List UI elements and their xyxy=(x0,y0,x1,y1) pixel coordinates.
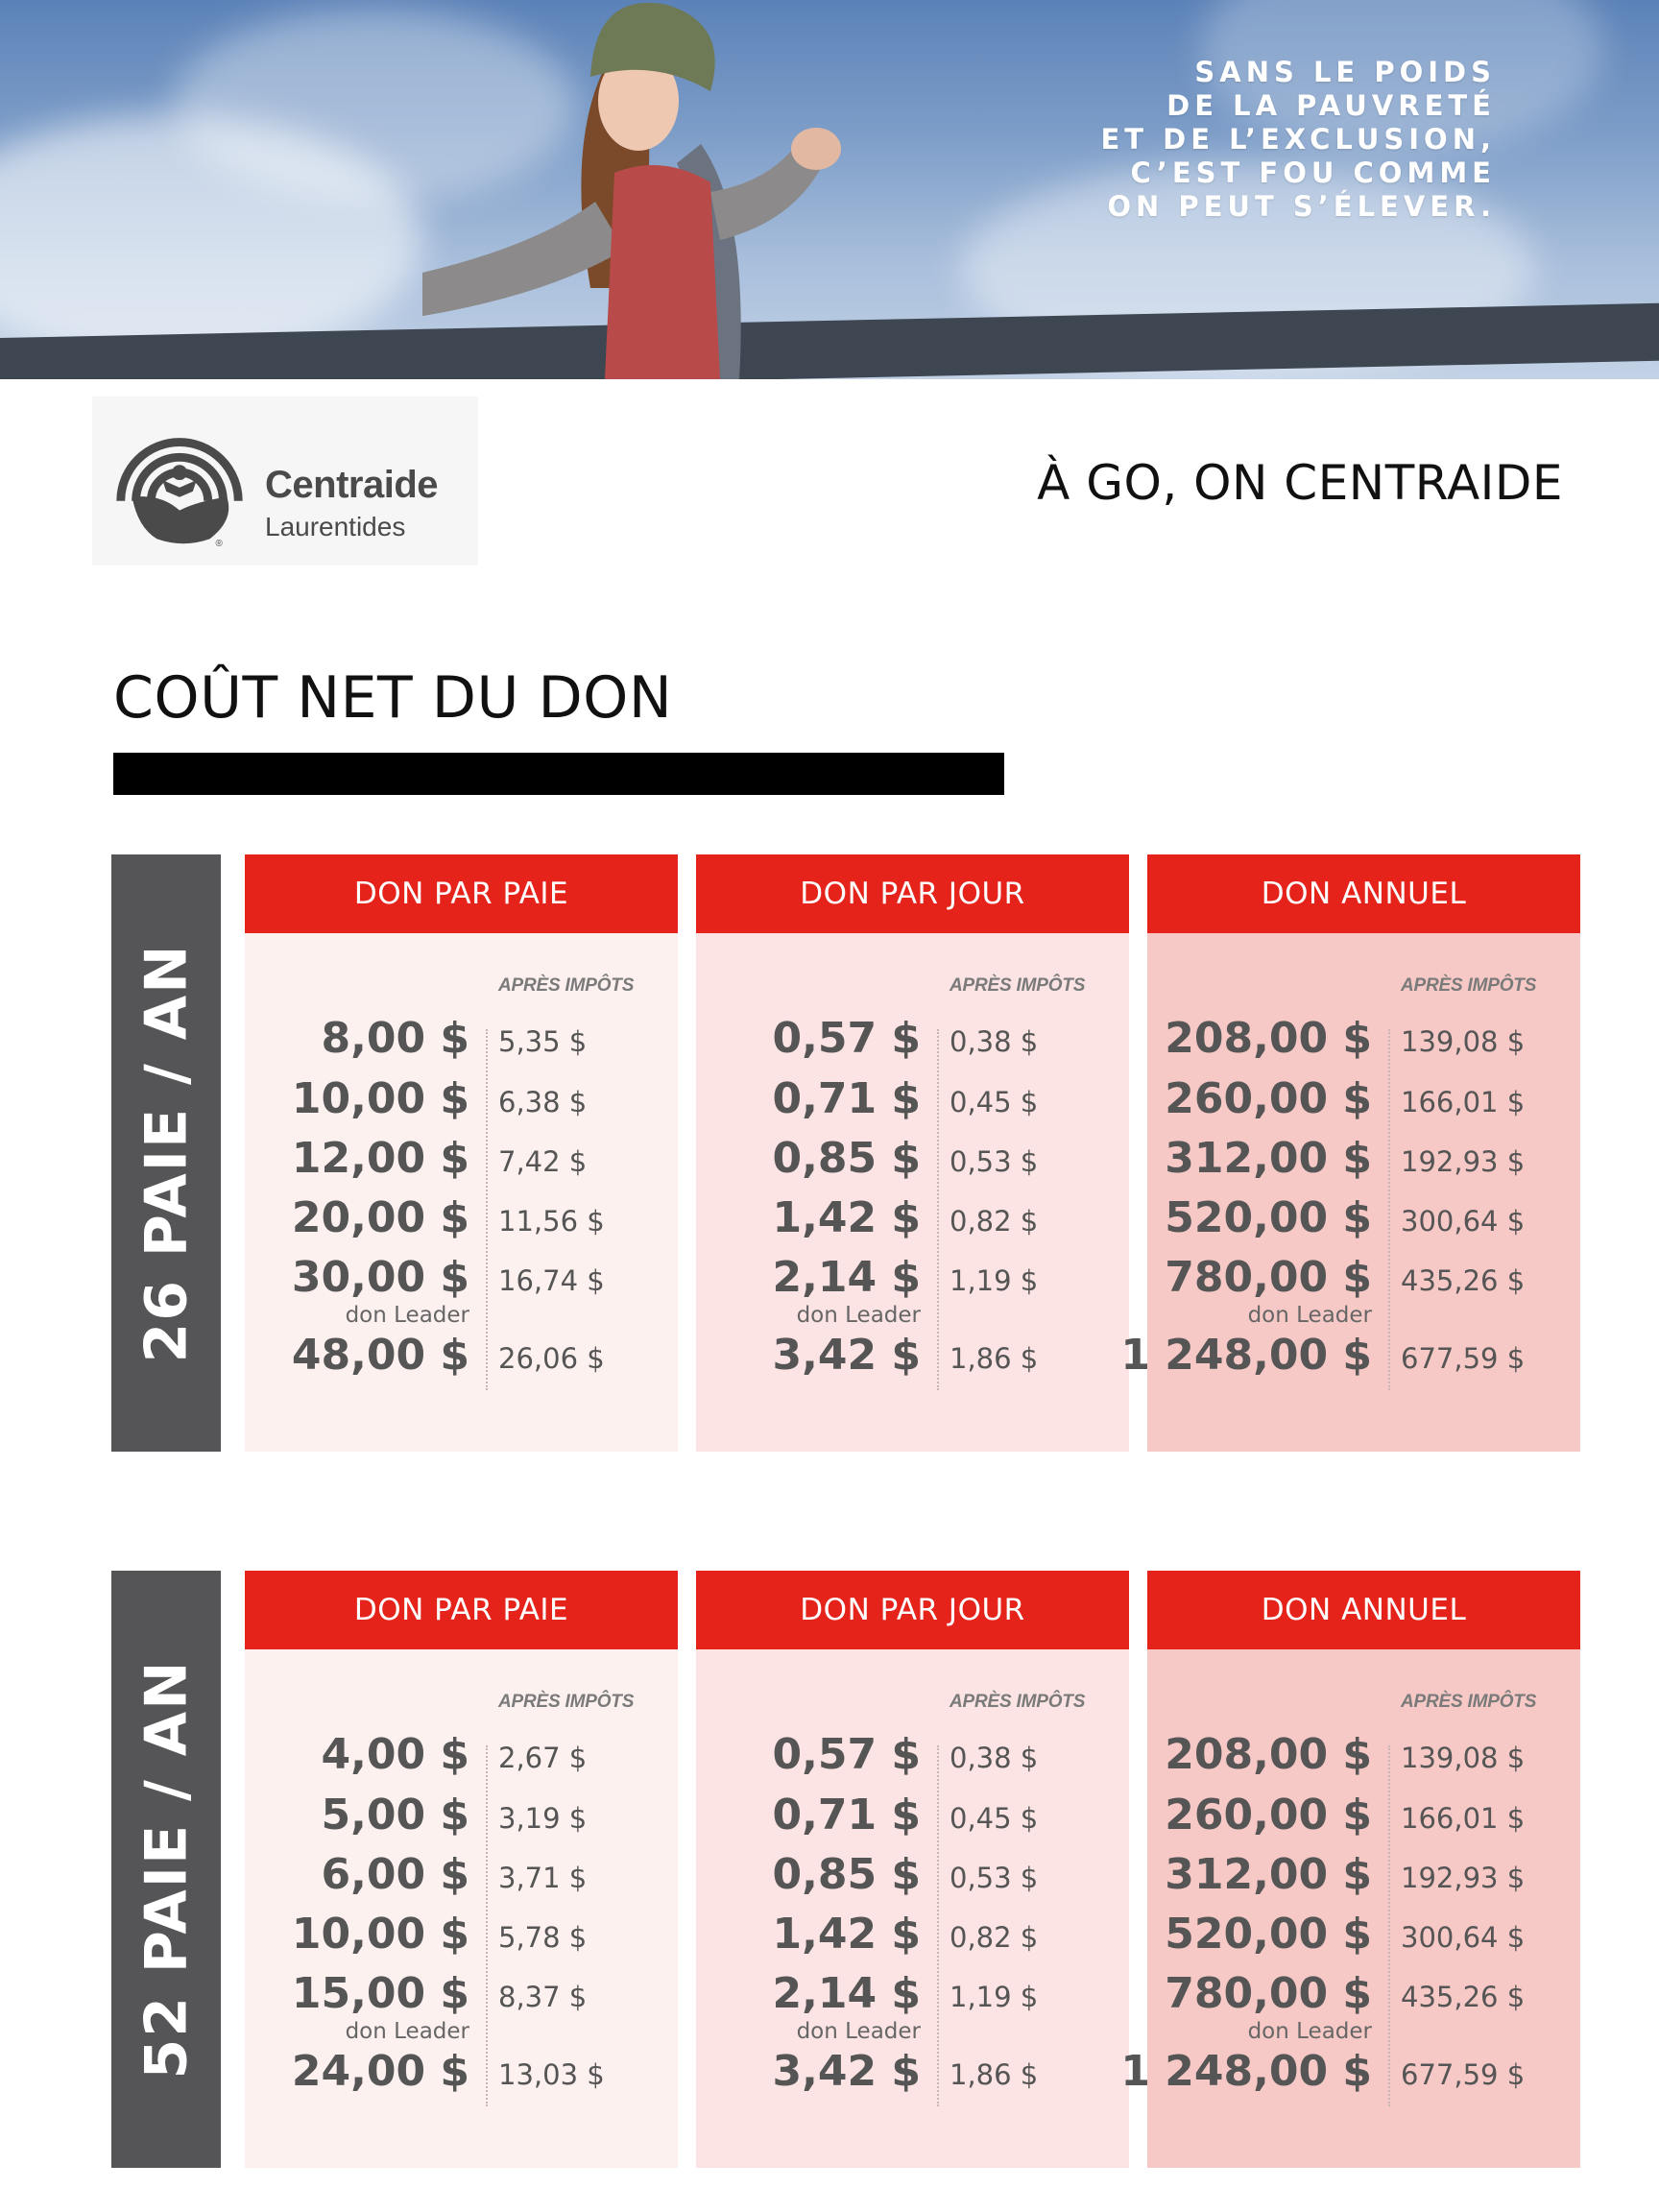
donation-amount: 30,00 $ xyxy=(291,1253,469,1302)
column-body xyxy=(245,1649,678,2168)
leader-amount: 1 248,00 $ xyxy=(1120,2047,1372,2096)
after-tax-amount: 3,19 $ xyxy=(498,1802,588,1835)
donation-amount: 0,71 $ xyxy=(772,1791,921,1839)
donation-column xyxy=(245,1571,678,2168)
donation-amount: 0,71 $ xyxy=(772,1074,921,1123)
leader-after-tax-amount: 677,59 $ xyxy=(1401,2058,1526,2091)
leader-row xyxy=(245,1327,678,1384)
donation-column xyxy=(696,854,1129,1452)
donation-column xyxy=(1120,854,1580,1452)
leader-amount: 3,42 $ xyxy=(772,1331,921,1380)
leader-label: don Leader xyxy=(796,1303,921,1328)
donation-amount: 20,00 $ xyxy=(291,1193,469,1242)
donation-column xyxy=(1120,1571,1580,2168)
donation-row xyxy=(1147,1906,1580,1963)
column-body xyxy=(245,933,678,1452)
after-tax-amount: 0,53 $ xyxy=(950,1862,1039,1894)
after-tax-amount: 139,08 $ xyxy=(1401,1742,1526,1774)
donation-column xyxy=(245,854,678,1452)
after-tax-amount: 192,93 $ xyxy=(1401,1862,1526,1894)
column-body xyxy=(696,1649,1129,2168)
after-tax-amount: 2,67 $ xyxy=(498,1742,588,1774)
donation-row xyxy=(696,1070,1129,1128)
column-header: DON PAR PAIE xyxy=(245,854,678,933)
donation-amount: 10,00 $ xyxy=(291,1910,469,1959)
donation-amount: 520,00 $ xyxy=(1165,1193,1372,1242)
donation-amount: 208,00 $ xyxy=(1165,1730,1372,1779)
after-tax-label: APRÈS IMPÔTS xyxy=(950,975,1086,996)
donation-row xyxy=(245,1906,678,1963)
after-tax-label: APRÈS IMPÔTS xyxy=(498,1692,635,1712)
donation-row xyxy=(696,1906,1129,1963)
after-tax-amount: 0,82 $ xyxy=(950,1205,1039,1238)
donation-amount: 312,00 $ xyxy=(1165,1134,1372,1183)
donation-amount: 260,00 $ xyxy=(1165,1791,1372,1839)
leader-amount: 24,00 $ xyxy=(291,2047,469,2096)
donation-amount: 260,00 $ xyxy=(1165,1074,1372,1123)
after-tax-amount: 166,01 $ xyxy=(1401,1802,1526,1835)
donation-amount: 1,42 $ xyxy=(772,1910,921,1959)
donation-row xyxy=(245,1010,678,1068)
after-tax-amount: 435,26 $ xyxy=(1401,1264,1526,1297)
after-tax-label: APRÈS IMPÔTS xyxy=(1401,1692,1537,1712)
donation-row xyxy=(696,1787,1129,1844)
after-tax-amount: 8,37 $ xyxy=(498,1981,588,2013)
leader-after-tax-amount: 13,03 $ xyxy=(498,2058,605,2091)
donation-row xyxy=(1147,1787,1580,1844)
after-tax-amount: 7,42 $ xyxy=(498,1145,588,1178)
donation-amount: 6,00 $ xyxy=(321,1850,469,1899)
after-tax-amount: 1,19 $ xyxy=(950,1264,1039,1297)
leader-row xyxy=(1120,2043,1580,2101)
centraide-hand-rainbow-icon xyxy=(104,406,255,558)
after-tax-amount: 16,74 $ xyxy=(498,1264,605,1297)
donation-amount: 780,00 $ xyxy=(1165,1253,1372,1302)
after-tax-amount: 6,38 $ xyxy=(498,1086,588,1118)
donation-row xyxy=(1147,1846,1580,1904)
donation-amount: 5,00 $ xyxy=(321,1791,469,1839)
donation-amount: 15,00 $ xyxy=(291,1969,469,2018)
after-tax-amount: 0,38 $ xyxy=(950,1025,1039,1058)
after-tax-amount: 0,38 $ xyxy=(950,1742,1039,1774)
after-tax-amount: 192,93 $ xyxy=(1401,1145,1526,1178)
section-26-pay xyxy=(111,854,1580,1452)
after-tax-amount: 0,45 $ xyxy=(950,1086,1039,1118)
tagline-line: ON PEUT S’ÉLEVER. xyxy=(1107,190,1496,223)
column-header: DON ANNUEL xyxy=(1147,1571,1580,1649)
after-tax-amount: 300,64 $ xyxy=(1401,1921,1526,1954)
donation-amount: 12,00 $ xyxy=(291,1134,469,1183)
donation-row xyxy=(1147,1010,1580,1068)
after-tax-amount: 5,78 $ xyxy=(498,1921,588,1954)
leader-amount: 48,00 $ xyxy=(291,1331,469,1380)
donation-amount: 1,42 $ xyxy=(772,1193,921,1242)
svg-text:®: ® xyxy=(215,539,223,550)
leader-row xyxy=(1120,1327,1580,1384)
donation-amount: 2,14 $ xyxy=(772,1969,921,2018)
donation-row xyxy=(696,1965,1129,2023)
donation-row xyxy=(245,1190,678,1247)
donation-row xyxy=(696,1846,1129,1904)
after-tax-amount: 1,19 $ xyxy=(950,1981,1039,2013)
donation-amount: 0,85 $ xyxy=(772,1134,921,1183)
donation-row xyxy=(1147,1070,1580,1128)
leader-label: don Leader xyxy=(1247,2019,1372,2044)
column-header: DON PAR JOUR xyxy=(696,1571,1129,1649)
slogan: À GO, ON CENTRAIDE xyxy=(1037,455,1563,511)
column-header: DON PAR JOUR xyxy=(696,854,1129,933)
donation-amount: 0,57 $ xyxy=(772,1014,921,1063)
leader-after-tax-amount: 1,86 $ xyxy=(950,1342,1039,1375)
column-body xyxy=(1120,933,1580,1452)
after-tax-label: APRÈS IMPÔTS xyxy=(950,1692,1086,1712)
column-body xyxy=(1120,1649,1580,2168)
page-title: COÛT NET DU DON xyxy=(113,664,673,732)
logo-subtitle: Laurentides xyxy=(265,512,406,541)
donation-row xyxy=(245,1787,678,1844)
after-tax-amount: 139,08 $ xyxy=(1401,1025,1526,1058)
leader-row xyxy=(696,1327,1129,1384)
leader-after-tax-amount: 677,59 $ xyxy=(1401,1342,1526,1375)
logo-name: Centraide xyxy=(265,464,438,506)
after-tax-label: APRÈS IMPÔTS xyxy=(498,975,635,996)
hero-tagline xyxy=(997,56,1496,224)
donation-row xyxy=(696,1010,1129,1068)
donation-row xyxy=(696,1130,1129,1188)
donation-row xyxy=(696,1249,1129,1307)
donation-row xyxy=(245,1846,678,1904)
centraide-logo xyxy=(92,397,478,565)
column-body xyxy=(696,933,1129,1452)
donation-amount: 0,57 $ xyxy=(772,1730,921,1779)
after-tax-amount: 3,71 $ xyxy=(498,1862,588,1894)
title-underline-bar xyxy=(113,753,1004,795)
donation-row xyxy=(245,1130,678,1188)
donation-row xyxy=(1147,1726,1580,1784)
section-side-label: 52 PAIE / AN xyxy=(111,1571,221,2168)
tagline-line: DE LA PAUVRETÉ xyxy=(1166,89,1496,122)
column-header: DON ANNUEL xyxy=(1147,854,1580,933)
donation-amount: 312,00 $ xyxy=(1165,1850,1372,1899)
donation-row xyxy=(1147,1965,1580,2023)
after-tax-amount: 5,35 $ xyxy=(498,1025,588,1058)
donation-row xyxy=(245,1070,678,1128)
leader-row xyxy=(245,2043,678,2101)
after-tax-amount: 11,56 $ xyxy=(498,1205,605,1238)
leader-label: don Leader xyxy=(345,2019,469,2044)
donation-amount: 0,85 $ xyxy=(772,1850,921,1899)
leader-row xyxy=(696,2043,1129,2101)
donation-amount: 10,00 $ xyxy=(291,1074,469,1123)
tagline-line: SANS LE POIDS xyxy=(1194,56,1496,88)
donation-row xyxy=(696,1190,1129,1247)
donation-row xyxy=(1147,1249,1580,1307)
donation-amount: 520,00 $ xyxy=(1165,1910,1372,1959)
after-tax-label: APRÈS IMPÔTS xyxy=(1401,975,1537,996)
donation-amount: 4,00 $ xyxy=(321,1730,469,1779)
donation-row xyxy=(245,1965,678,2023)
after-tax-amount: 0,53 $ xyxy=(950,1145,1039,1178)
leader-amount: 3,42 $ xyxy=(772,2047,921,2096)
donation-row xyxy=(1147,1190,1580,1247)
tagline-line: C’EST FOU COMME xyxy=(1130,156,1496,189)
after-tax-amount: 0,45 $ xyxy=(950,1802,1039,1835)
after-tax-amount: 166,01 $ xyxy=(1401,1086,1526,1118)
donation-amount: 2,14 $ xyxy=(772,1253,921,1302)
donation-row xyxy=(245,1726,678,1784)
leader-after-tax-amount: 26,06 $ xyxy=(498,1342,605,1375)
donation-amount: 208,00 $ xyxy=(1165,1014,1372,1063)
donation-amount: 8,00 $ xyxy=(321,1014,469,1063)
donation-amount: 780,00 $ xyxy=(1165,1969,1372,2018)
donation-column xyxy=(696,1571,1129,2168)
donation-row xyxy=(245,1249,678,1307)
donation-row xyxy=(1147,1130,1580,1188)
section-side-label: 26 PAIE / AN xyxy=(111,854,221,1452)
after-tax-amount: 435,26 $ xyxy=(1401,1981,1526,2013)
tagline-line: ET DE L’EXCLUSION, xyxy=(1100,123,1496,156)
leader-label: don Leader xyxy=(345,1303,469,1328)
jumping-girl-photo xyxy=(422,0,960,379)
leader-amount: 1 248,00 $ xyxy=(1120,1331,1372,1380)
leader-label: don Leader xyxy=(1247,1303,1372,1328)
leader-label: don Leader xyxy=(796,2019,921,2044)
after-tax-amount: 300,64 $ xyxy=(1401,1205,1526,1238)
column-header: DON PAR PAIE xyxy=(245,1571,678,1649)
leader-after-tax-amount: 1,86 $ xyxy=(950,2058,1039,2091)
donation-row xyxy=(696,1726,1129,1784)
section-52-pay xyxy=(111,1571,1580,2168)
after-tax-amount: 0,82 $ xyxy=(950,1921,1039,1954)
hero-banner xyxy=(0,0,1659,379)
